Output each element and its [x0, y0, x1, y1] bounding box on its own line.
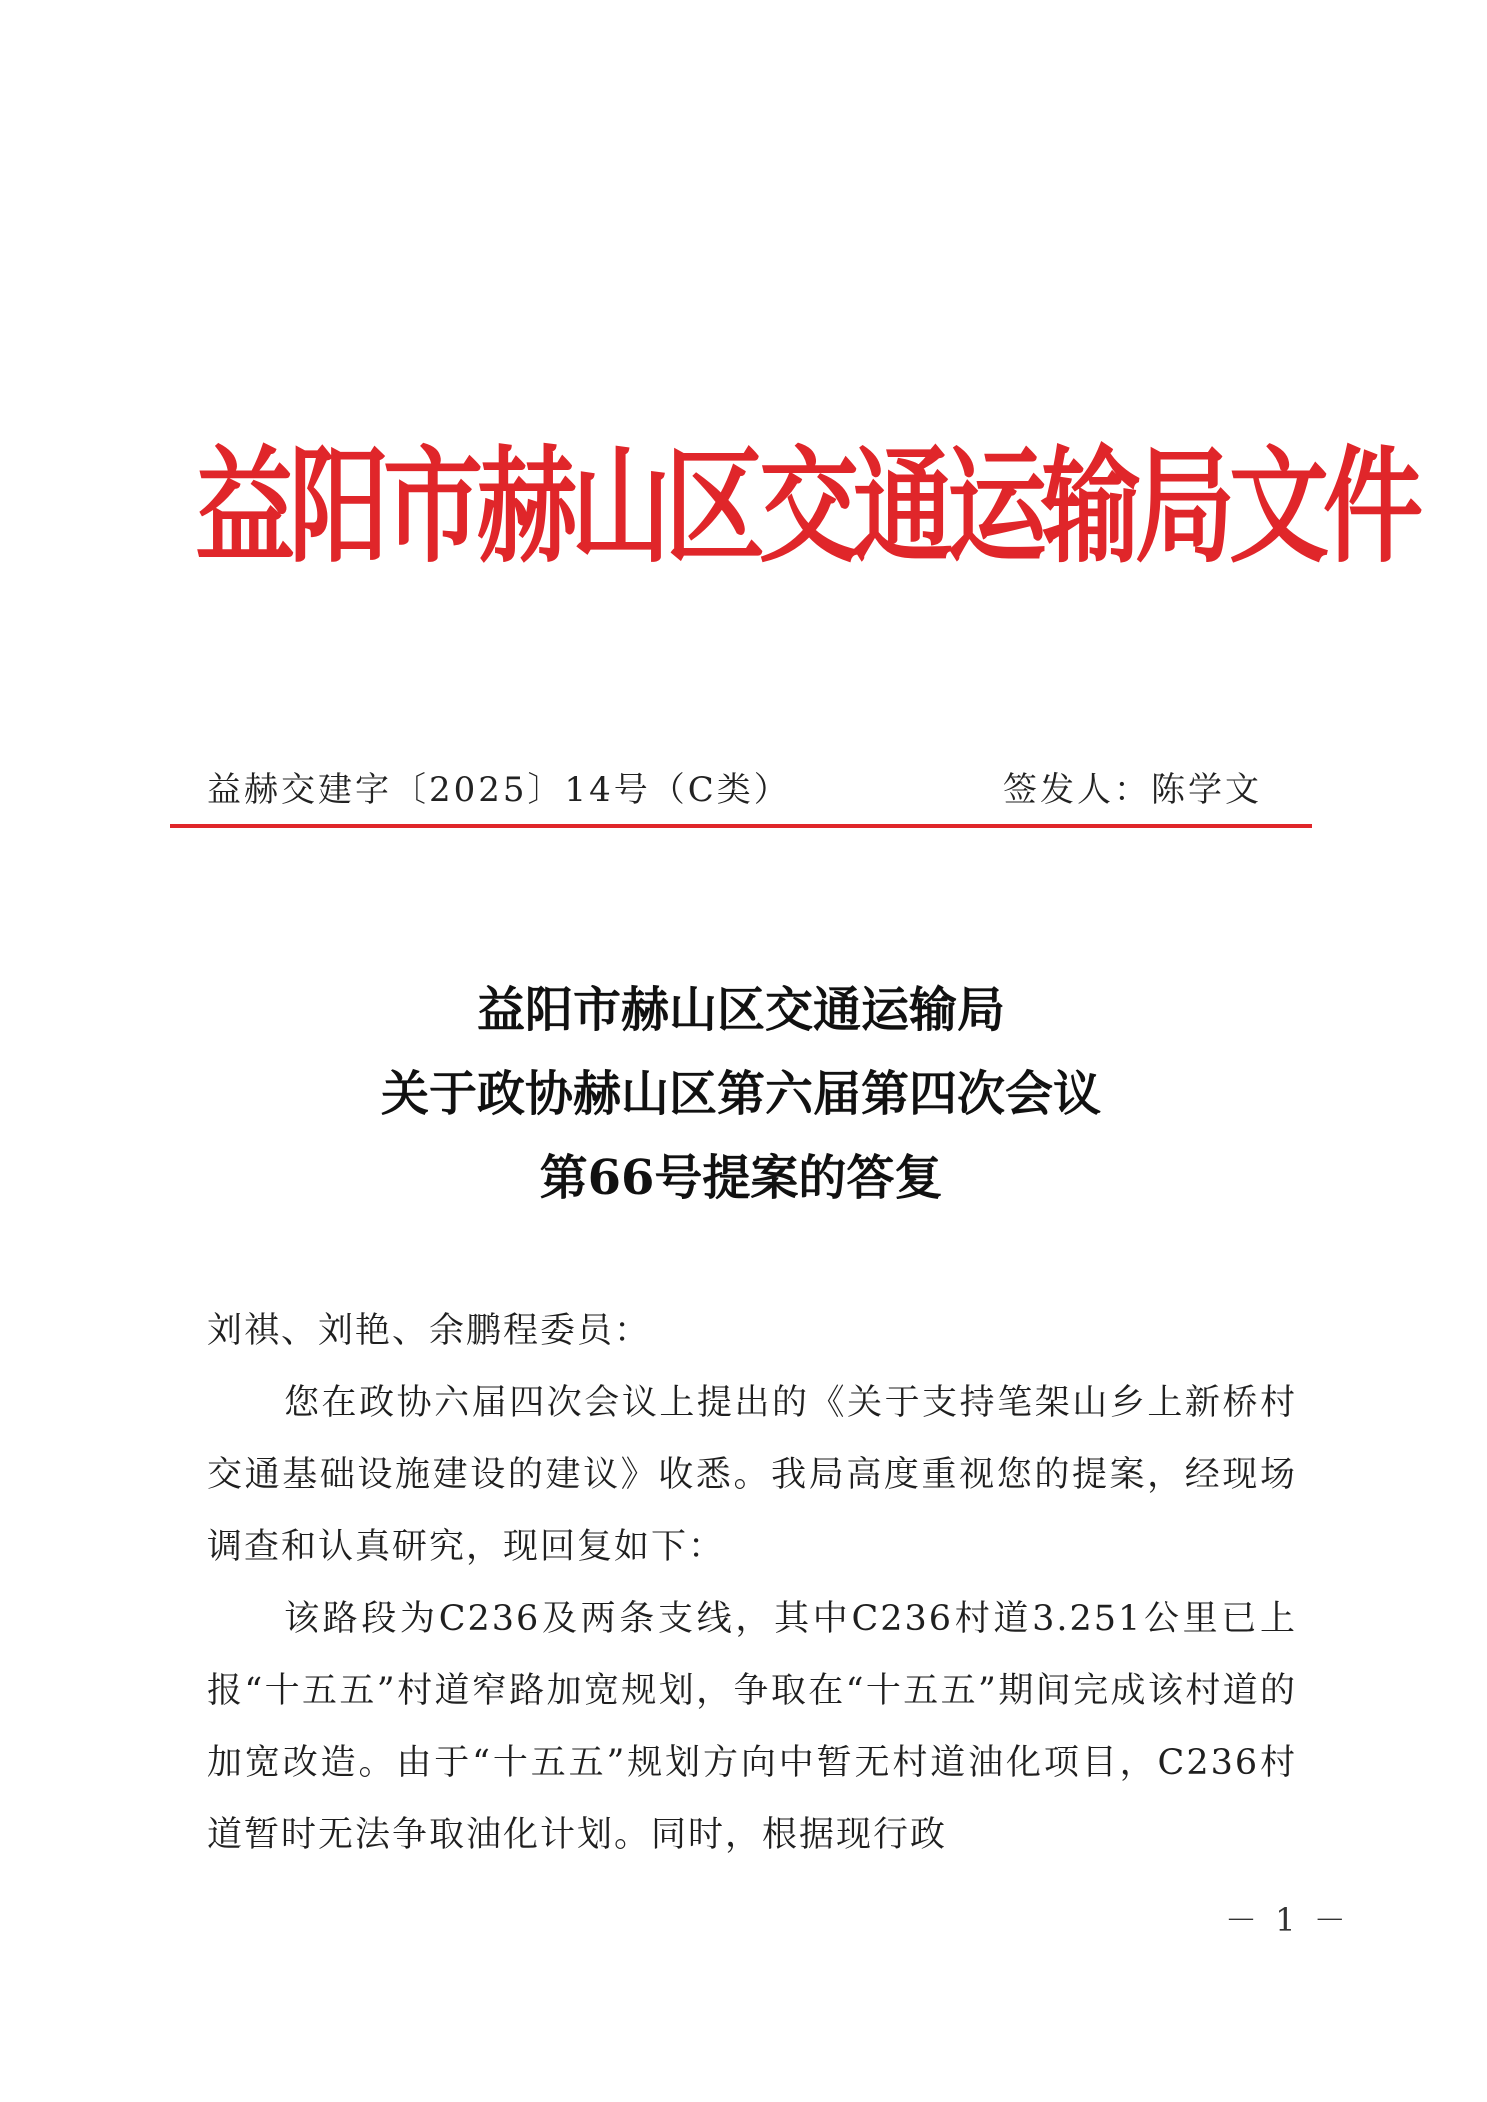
title-line-2: 关于政协赫山区第六届第四次会议 — [380, 1066, 1101, 1122]
document-title — [170, 968, 1312, 1220]
salutation: 刘祺、刘艳、余鹏程委员： — [207, 1311, 652, 1351]
red-header-title: 益阳市赫山区交通运输局文件 — [195, 433, 1417, 580]
document-info-line — [207, 762, 1262, 811]
document-number: 益赫交建字〔2025〕14号（C类） — [207, 770, 791, 810]
document-body — [207, 1295, 1297, 1871]
red-divider — [170, 824, 1312, 828]
page-number: － 1 － — [1225, 1901, 1350, 1939]
paragraph-1: 您在政协六届四次会议上提出的《关于支持笔架山乡上新桥村交通基础设施建设的建议》收悉。我局高度重视您的提案，经现场调查和认真研究，现回复如下： — [207, 1383, 1297, 1567]
title-line-3: 第66号提案的答复 — [539, 1150, 943, 1206]
issuer: 签发人：陈学文 — [1003, 770, 1262, 810]
paragraph-2: 该路段为C236及两条支线，其中C236村道3.251公里已上报“十五五”村道窄路加宽规划，争取在“十五五”期间完成该村道的加宽改造。由于“十五五”规划方向中暂无村道油化项目，C236村道暂时无法争取油化计划。同时，根据现行政 — [207, 1599, 1297, 1855]
title-line-1: 益阳市赫山区交通运输局 — [476, 982, 1005, 1038]
